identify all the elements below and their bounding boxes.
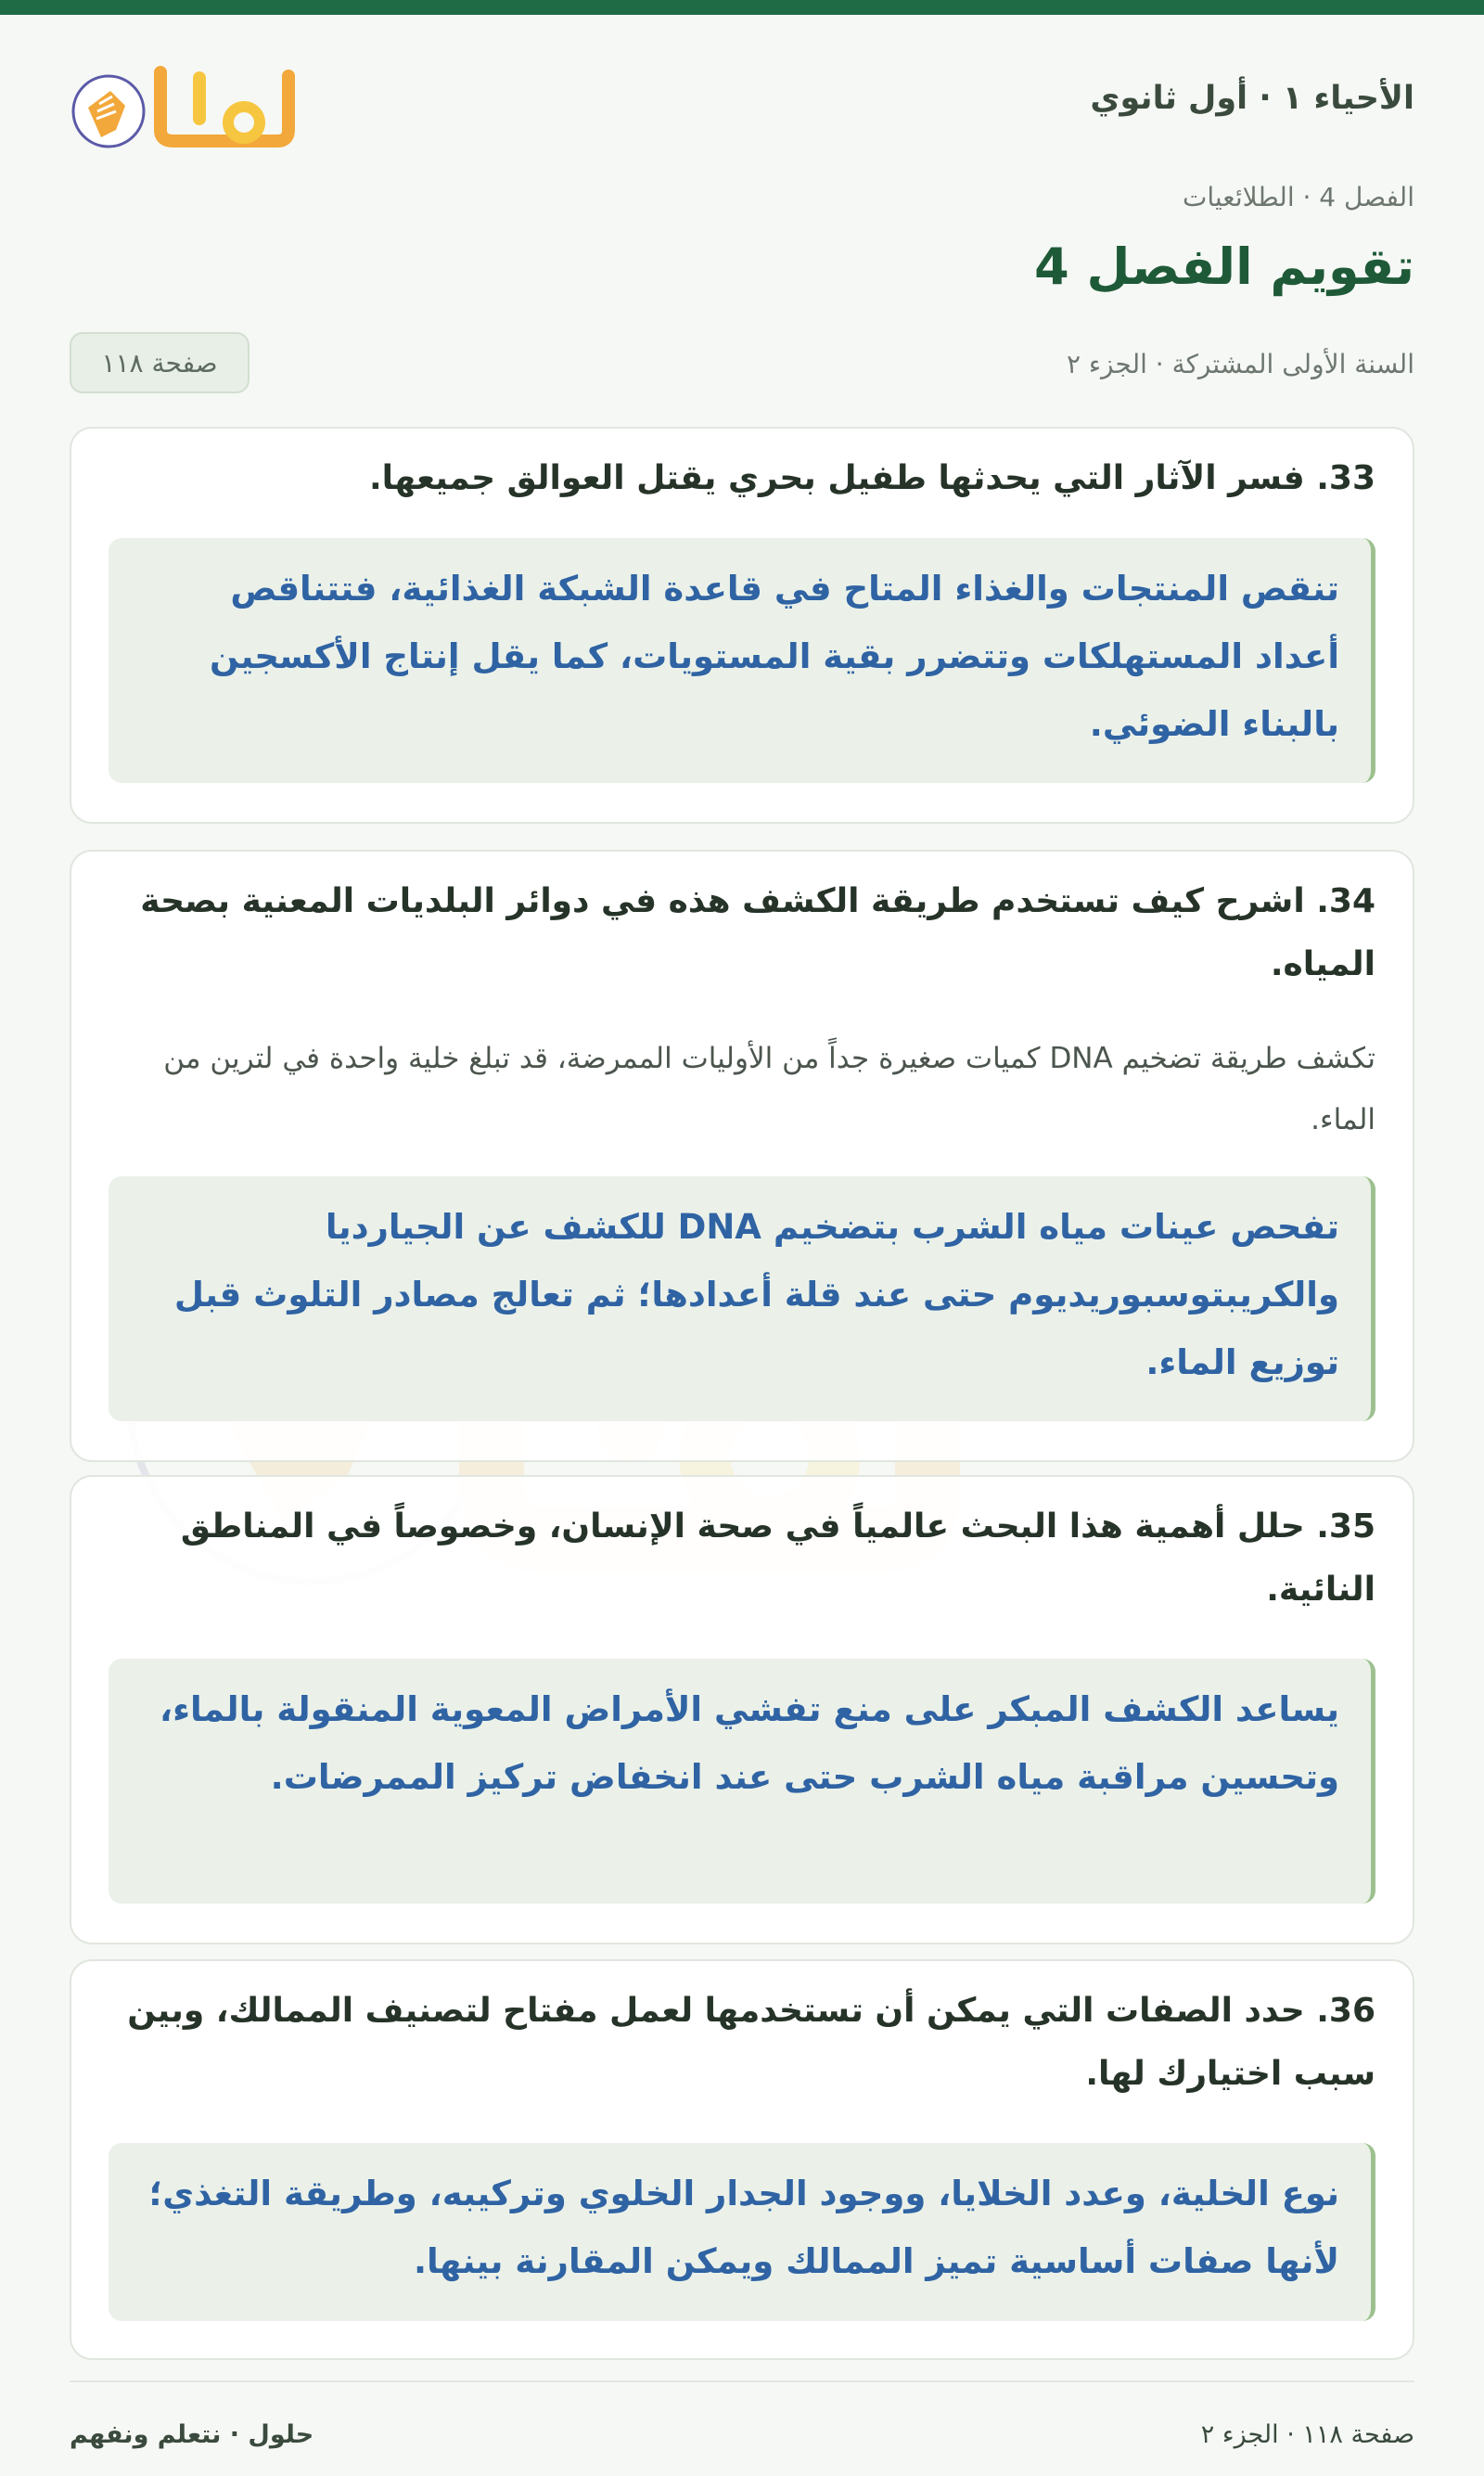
answer-box: تفحص عينات مياه الشرب بتضخيم DNA للكشف عن الجيارديا والكريبتوسبوريديوم حتى عند قلة أعدادها؛ ثم تعالج مصادر التلوث قبل توزيع الماء.: [109, 1176, 1375, 1421]
question-card-34: [70, 850, 1414, 1462]
site-logo[interactable]: [70, 50, 311, 161]
edition-label: السنة الأولى المشتركة · الجزء ٢: [1066, 349, 1414, 379]
answer-box: نوع الخلية، وعدد الخلايا، ووجود الجدار الخلوي وتركيبه، وطريقة التغذي؛ لأنها صفات أساسية تميز الممالك ويمكن المقارنة بينها.: [109, 2143, 1375, 2321]
subject-title: الأحياء ١ · أول ثانوي: [1090, 80, 1414, 117]
question-card-36: [70, 1959, 1414, 2360]
footer-divider: [70, 2380, 1414, 2382]
question-card-35: [70, 1475, 1414, 1944]
answer-box: يساعد الكشف المبكر على منع تفشي الأمراض المعوية المنقولة بالماء، وتحسين مراقبة مياه الشرب حتى عند انخفاض تركيز الممرضات.: [109, 1659, 1375, 1904]
site-header: [70, 15, 1414, 200]
top-accent-bar: [0, 0, 1484, 15]
question-text: 35. حلل أهمية هذا البحث عالمياً في صحة الإنسان، وخصوصاً في المناطق النائية.: [180, 1507, 1375, 1609]
page-container: [70, 15, 1414, 2476]
question-card-33: [70, 427, 1414, 824]
footer-brand: حلول · نتعلم ونفهم: [70, 2420, 314, 2449]
question-text: 34. اشرح كيف تستخدم طريقة الكشف هذه في دوائر البلديات المعنية بصحة المياه.: [140, 882, 1375, 983]
logo-graphic: [70, 50, 311, 161]
page-number-badge: صفحة ١١٨: [70, 332, 249, 393]
breadcrumb[interactable]: الفصل 4 · الطلائعيات: [1182, 182, 1414, 212]
page-title: تقويم الفصل 4: [1034, 237, 1414, 296]
footer-page-info: صفحة ١١٨ · الجزء ٢: [1200, 2420, 1414, 2449]
answer-box: تنقص المنتجات والغذاء المتاح في قاعدة الشبكة الغذائية، فتتناقص أعداد المستهلكات وتتضرر بقية المستويات، كما يقل إنتاج الأكسجين بالبناء الضوئي.: [109, 538, 1375, 783]
question-text: 36. حدد الصفات التي يمكن أن تستخدمها لعمل مفتاح لتصنيف الممالك، وبين سبب اختيارك لها.: [127, 1992, 1375, 2093]
question-context: تكشف طريقة تضخيم DNA كميات صغيرة جداً من الأوليات الممرضة، قد تبلغ خلية واحدة في لترين من الماء.: [163, 1042, 1375, 1136]
question-text: 33. فسر الآثار التي يحدثها طفيل بحري يقتل العوالق جميعها.: [369, 459, 1375, 497]
